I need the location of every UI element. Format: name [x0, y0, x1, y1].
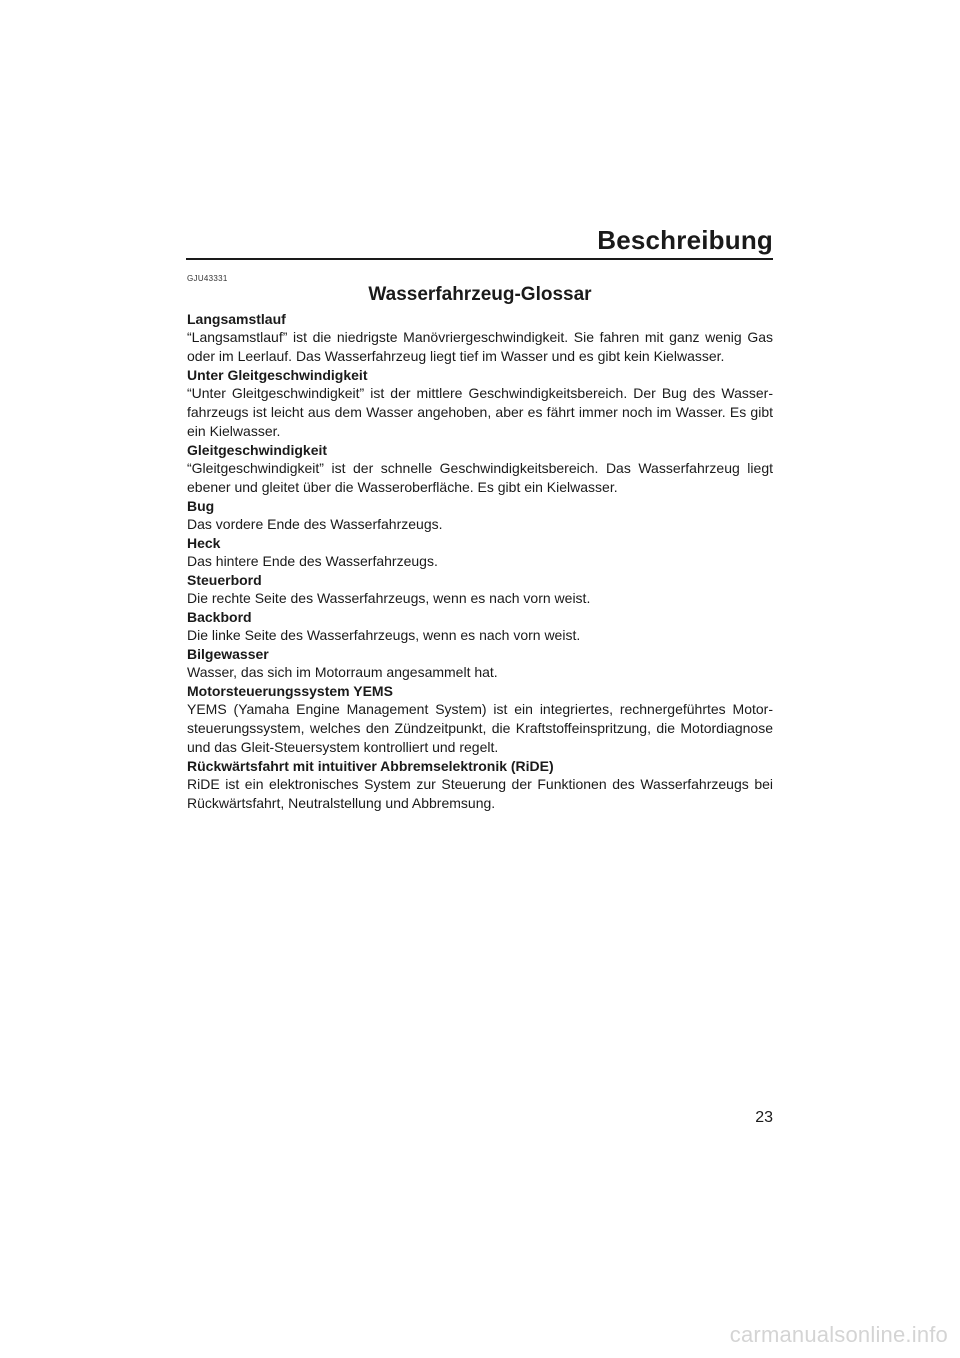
glossary-entry-bilgewasser — [187, 645, 773, 682]
glossary-term: Gleitgeschwindigkeit — [187, 442, 328, 458]
header-rule — [186, 258, 773, 260]
glossary-term: Bilgewasser — [187, 646, 269, 662]
glossary-term: Motorsteuerungssystem YEMS — [187, 683, 393, 699]
glossary-definition: Das vordere Ende des Wasserfahrzeugs. — [187, 516, 443, 532]
glossary-term: Backbord — [187, 609, 252, 625]
page-number: 23 — [755, 1109, 773, 1126]
glossary-term: Unter Gleitgeschwindigkeit — [187, 367, 368, 383]
glossary-entry-unter-gleitgeschwindigkeit — [187, 366, 773, 441]
glossary-definition: RiDE ist ein elektronisches System zur Steuerung der Funktionen des Wasserfahrzeugs bei Rückwärtsfahrt, Neutralstellung und Abbremsung. — [187, 776, 773, 811]
glossary-entry-gleitgeschwindigkeit — [187, 441, 773, 497]
glossary-entry-bug — [187, 497, 773, 534]
glossary-definition: “Gleitgeschwindigkeit” ist der schnelle Geschwindigkeitsbereich. Das Wasserfahrzeug liegt ebener und gleitet über die Wasseroberfläche. Es gibt ein Kielwasser. — [187, 460, 773, 495]
section-title: Wasserfahrzeug-Glossar — [368, 284, 592, 305]
glossary-entry-yems — [187, 682, 773, 757]
glossary-entry-backbord — [187, 608, 773, 645]
glossary-definition: Die rechte Seite des Wasserfahrzeugs, wenn es nach vorn weist. — [187, 590, 591, 606]
glossary-entry-heck — [187, 534, 773, 571]
glossary-definition: “Langsamstlauf” ist die niedrigste Manövriergeschwindigkeit. Sie fahren mit ganz wenig Gas oder im Leerlauf. Das Wasserfahrzeug liegt tief im Wasser und es gibt kein Kielwasser. — [187, 329, 773, 364]
watermark-text: carmanualsonline.info — [729, 1322, 948, 1347]
page-header — [186, 224, 773, 256]
glossary-term: Steuerbord — [187, 572, 262, 588]
glossary-term: Heck — [187, 535, 221, 551]
glossary-entry-langsamstlauf — [187, 310, 773, 366]
glossary-term: Bug — [187, 498, 215, 514]
glossary-definition: Wasser, das sich im Motorraum angesammelt hat. — [187, 664, 498, 680]
page-title: Beschreibung — [597, 225, 773, 255]
glossary-definition: Das hintere Ende des Wasserfahrzeugs. — [187, 553, 438, 569]
section-code: GJU43331 — [187, 274, 228, 283]
glossary-term: Langsamstlauf — [187, 311, 286, 327]
glossary-term: Rückwärtsfahrt mit intuitiver Abbremselektronik (RiDE) — [187, 758, 554, 774]
glossary-entry-steuerbord — [187, 571, 773, 608]
glossary-definition: Die linke Seite des Wasserfahrzeugs, wenn es nach vorn weist. — [187, 627, 581, 643]
glossary-definition: “Unter Gleitgeschwindigkeit” ist der mittlere Geschwindigkeitsbereich. Der Bug des Wasserfahrzeugs ist leicht aus dem Wasser angehoben, aber es fährt immer noch im Wasser. Es gibt ein Kielwasser. — [187, 385, 773, 439]
glossary-entry-ride — [187, 757, 773, 813]
glossary-definition: YEMS (Yamaha Engine Management System) ist ein integriertes, rechnergeführtes Motorsteuerungssystem, welches den Zündzeitpunkt, die Kraftstoffeinspritzung, die Motordiagnose und das Gleit-Steuersystem kontrolliert und regelt. — [187, 701, 773, 755]
page-content — [187, 274, 773, 813]
